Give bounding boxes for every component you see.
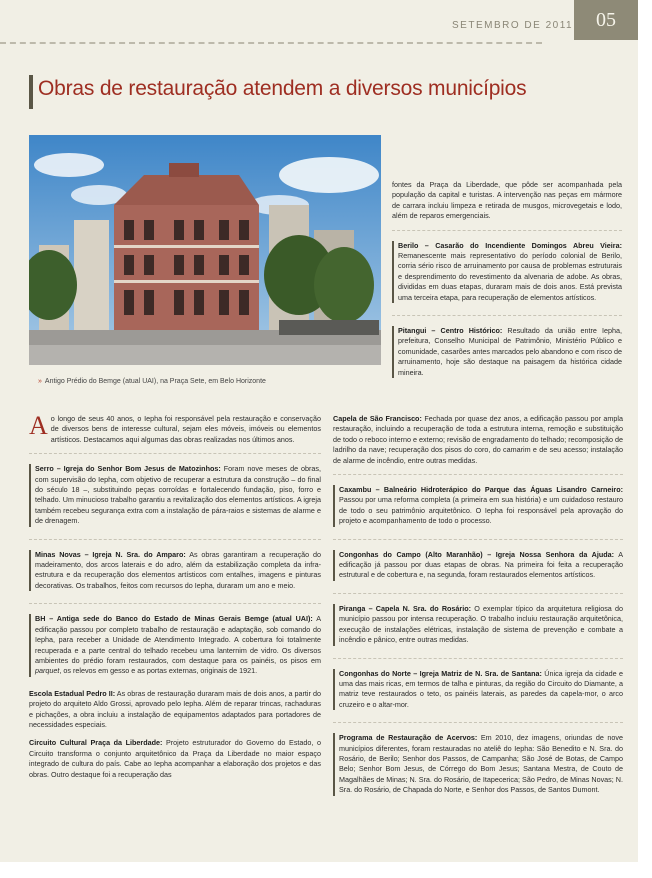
berilo-section [392, 241, 622, 303]
pitangui-section [392, 326, 622, 378]
acervos-text: Em 2010, dez imagens, oriundas de nove municípios diferentes, foram restauradas no ateliê do Iepha: São Benedito e N. Sra. do Rosário, de Berilo; Senhor dos Passos, de Campanha; São José de Botas, de Campo Belo; Senhor Bom Jesus, de Córrego do Bom Jesus; Santana Mestra, de Couto de Magalhães de Minas; N. Sra. do Rosário, de Itapecerica; São Pedro, de Minas Novas; N. Sra. do Rosário, de Chapada do Norte, e Senhor dos Passos, de Santos Dumont. [339, 733, 623, 795]
caption-text: Antigo Prédio do Bemge (atual UAI), na Praça Sete, em Belo Horizonte [44, 378, 266, 385]
circuito-title: Circuito Cultural Praça da Liberdade: [29, 738, 163, 748]
circuito-section [29, 738, 321, 780]
congonhas-norte-title: Congonhas do Norte – Igreja Matriz de N. Sra. de Santana: [339, 668, 542, 678]
bh-section [29, 614, 321, 676]
separator [333, 722, 623, 723]
bh-title: BH – Antiga sede do Banco do Estado de Minas Gerais Bemge (atual UAI): [35, 614, 313, 624]
separator [333, 474, 623, 475]
separator [333, 539, 623, 540]
caxambu-section [333, 485, 623, 527]
intro-text: o longo de seus 40 anos, o Iepha foi responsável pela restauração e conservação de diversos bens de interesse cultural, sejam eles móveis, imóveis ou elementos artísticos. Destacamos aqui algumas das obras realizadas nos últimos anos. [50, 414, 321, 444]
minas-novas-section [29, 550, 321, 592]
congonhas-campo-text: A edificação já passou por duas etapas de obras. Na primeira foi feita a recuperação estrutural e de cobertura e, na segunda, foram restaurados elementos artísticos. [339, 549, 623, 580]
piranga-title: Piranga – Capela N. Sra. do Rosário: [339, 603, 471, 613]
title-accent-bar [29, 75, 33, 109]
right-column [333, 414, 623, 808]
separator [29, 539, 321, 540]
berilo-title: Berilo – Casarão do Incendiente Domingos Abreu Vieira: [398, 240, 622, 250]
congonhas-campo-title: Congonhas do Campo (Alto Maranhão) – Igreja Nossa Senhora da Ajuda: [339, 549, 615, 559]
left-column [29, 411, 321, 788]
page-number: 05 [574, 0, 638, 40]
congonhas-campo-section [333, 550, 623, 581]
minas-novas-title: Minas Novas – Igreja N. Sra. do Amparo: [35, 549, 186, 559]
separator [392, 315, 622, 316]
issue-date: SETEMBRO DE 2011 [452, 20, 574, 31]
congonhas-norte-section [333, 669, 623, 711]
circuito-text: Projeto estruturador do Governo do Estado, o Circuito transforma o conjunto arquitetônico da Praça da Liberdade no maior espaço integrado de cultura do país. Cabe ao Iepha acompanhar a elaboração dos projetos e das obras. Outro destaque foi a recuperação das [29, 738, 321, 779]
piranga-section [333, 604, 623, 646]
bh-text-1: A edificação passou por completo trabalho de restauração e adaptação, sob comando do Iepha, para receber a Unidade de Atendimento Integrado. A cobertura foi totalmente recuperada e a parte central do telhado recebeu uma lanternim de vidro. Os diversos ambientes do prédio foram restaurados, com destaque para os painéis, os pisos em [35, 614, 321, 665]
serro-text: Foram nove meses de obras, com supervisão do Iepha, com objetivo de recuperar a estrutura da construção – do final do século 18 –, substituindo peças corroídas e fortalecendo fundação, piso, forro e telhado. Um minucioso trabalho garantiu a revitalização dos elementos artísticos. A igreja também recebeu segurança extra com a instalação de pára-raios e sistemas de alarme e de drenagem. [35, 464, 321, 526]
caxambu-text: Passou por uma reforma completa (a primeira em sua história) e um cuidadoso restauro de todo o seu patrimônio arquitetônico. O Iepha foi responsável pela aprovação do projeto e acompanhamento de todo o processo. [339, 495, 623, 526]
acervos-section [333, 733, 623, 795]
caxambu-title: Caxambu – Balneário Hidroterápico do Parque das Águas Lisandro Carneiro: [339, 485, 623, 495]
article-title: Obras de restauração atendem a diversos municípios [38, 77, 527, 100]
piranga-text: O exemplar típico da arquitetura religiosa do município passou por intensa recuperação. O trabalho incluiu restauração arquitetônica, execução de instalações elétricas, instalação de sistema de prevenção e combate a incêndio e pânico, entre outras medidas. [339, 603, 624, 645]
capela-title: Capela de São Francisco: [333, 414, 422, 423]
building-photo [29, 135, 381, 365]
serro-title: Serro – Igreja do Senhor Bom Jesus de Matozinhos: [35, 464, 221, 474]
header-dashed-rule [0, 42, 542, 44]
photo-caption [38, 378, 266, 385]
serro-section [29, 464, 321, 526]
intro-paragraph [29, 411, 321, 445]
bh-text-2: , os relevos em gesso e as portas externas, originais de 1921. [59, 666, 258, 676]
minas-novas-text: As obras garantiram a recuperação do madeiramento, dos arcos laterais e do adro, além da estabilização completa da infra-estrutura e da recuperação dos elementos artísticos com entalhes, imagens e pinturas decorativas. Os trabalhos, feitos com recursos do Iepha, duraram um ano e meio. [35, 549, 321, 590]
berilo-text: Remanescente mais representativo do período colonial de Berilo, corria sério risco de arruinamento por causa de problemas estruturais e desprendimento do revestimento da alvenaria de adobe. As obras, divididas em duas etapas, duraram mais de dois anos. Está prevista uma terceira etapa, para recuperação de elementos artísticos. [398, 251, 622, 302]
separator [333, 658, 623, 659]
right-top-column [392, 180, 622, 390]
pedro-ii-section [29, 689, 321, 731]
pedro-ii-text: As obras de restauração duraram mais de dois anos, a partir do projeto do arquiteto Aldo Grossi, aprovado pelo Iepha. Além de reparar trincas, rachaduras e pichações, a obra incluiu a instalação de equipamentos adaptados para portadores de necessidades especiais. [29, 688, 321, 729]
capela-section [333, 414, 623, 466]
praca-paragraph: fontes da Praça da Liberdade, que pôde ser acompanhada pela população da capital e turistas. A intervenção nas peças em mármore de carrara incluiu limpeza e retirada de musgos, microvegetais e lodo, além de reparos emergenciais. [392, 180, 622, 221]
separator [333, 593, 623, 594]
bh-italic: parquet [35, 666, 60, 676]
capela-text: Fechada por quase dez anos, a edificação passou por ampla restauração, incluindo a recuperação de toda a estrutura interna, remoção e substituição de todo o reboco interno e externo; revisão de engradamento do telhado; recomposição de ladrilho da nave; recuperação dos pisos do coro, do camarim e de seu acesso; instalação de alarme de incêndio, entre outras medidas. [333, 414, 624, 465]
pedro-ii-title: Escola Estadual Pedro II: [29, 688, 116, 698]
drop-cap: A [29, 411, 48, 440]
separator [392, 230, 622, 231]
pitangui-text: Resultado da união entre Iepha, prefeitura, Conselho Municipal de Patrimônio, Ministério Público e comunidade, casarões antes marcados pelo abandono e com risco de arruinamento, hoje são destaque na paisagem da histórica cidade mineira. [398, 326, 622, 377]
caption-arrow-icon: » [38, 378, 42, 385]
congonhas-norte-text: Única igreja da cidade e uma das mais ricas, em termos de talha e pinturas, da região do Circuito do Diamante, a matriz teve restaurados o teto, os painéis laterais, as paredes da capela-mor, o arco cruzeiro e o altar-mor. [339, 668, 624, 709]
acervos-title: Programa de Restauração de Acervos: [339, 733, 478, 743]
pitangui-title: Pitangui – Centro Histórico: [398, 326, 503, 336]
separator [29, 603, 321, 604]
separator [29, 453, 321, 454]
